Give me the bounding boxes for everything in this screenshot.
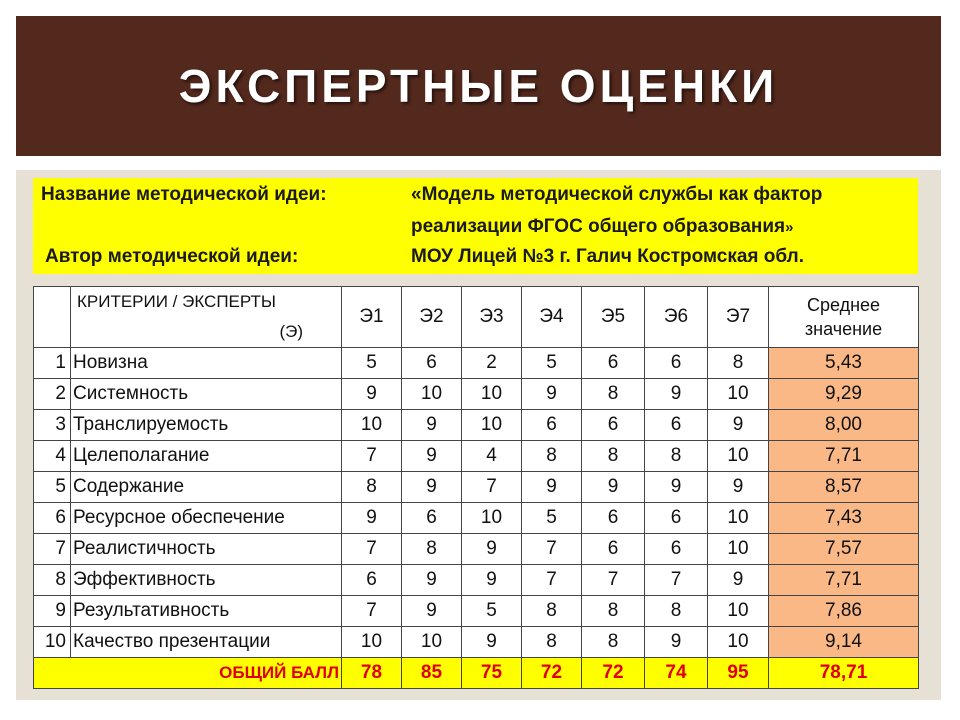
expert-score: 9	[342, 379, 402, 410]
row-number: 5	[34, 472, 71, 503]
expert-scores-table	[33, 286, 919, 689]
avg-header-line1: Среднее	[806, 295, 881, 315]
table-body	[34, 348, 919, 689]
expert-header-2: Э2	[402, 287, 462, 348]
author-value: МОУ Лицей №3 г. Галич Костромская обл.	[411, 246, 805, 267]
row-number: 9	[34, 596, 71, 627]
table-row	[34, 627, 919, 658]
expert-score: 10	[402, 379, 462, 410]
total-label: ОБЩИЙ БАЛЛ	[34, 658, 342, 689]
row-number: 7	[34, 534, 71, 565]
expert-header-6: Э6	[645, 287, 708, 348]
expert-score: 9	[402, 565, 462, 596]
total-score: 72	[522, 658, 582, 689]
idea-value-line2: реализации ФГОС общего образования	[411, 216, 786, 237]
average-value: 8,00	[769, 410, 919, 441]
expert-score: 9	[462, 534, 522, 565]
total-score: 74	[645, 658, 708, 689]
expert-score: 6	[645, 348, 708, 379]
expert-score: 10	[462, 379, 522, 410]
expert-score: 9	[402, 441, 462, 472]
criterion-name: Реалистичность	[71, 534, 342, 565]
criterion-name: Новизна	[71, 348, 342, 379]
expert-score: 9	[462, 565, 522, 596]
expert-score: 8	[708, 348, 769, 379]
table-row	[34, 503, 919, 534]
criterion-name: Ресурсное обеспечение	[71, 503, 342, 534]
expert-score: 5	[522, 348, 582, 379]
expert-score: 10	[342, 410, 402, 441]
criterion-name: Результативность	[71, 596, 342, 627]
total-score: 95	[708, 658, 769, 689]
avg-header	[769, 287, 919, 348]
expert-score: 9	[462, 627, 522, 658]
idea-value-line1: «Модель методической службы как фактор	[411, 184, 823, 205]
average-value: 7,71	[769, 441, 919, 472]
table-row	[34, 348, 919, 379]
expert-score: 10	[342, 627, 402, 658]
criterion-name: Качество презентации	[71, 627, 342, 658]
avg-header-line2: значение	[804, 319, 883, 339]
criterion-name: Системность	[71, 379, 342, 410]
expert-header-5: Э5	[582, 287, 645, 348]
expert-score: 8	[645, 596, 708, 627]
expert-score: 9	[522, 472, 582, 503]
average-value: 9,29	[769, 379, 919, 410]
expert-header-3: Э3	[462, 287, 522, 348]
table-row	[34, 379, 919, 410]
average-value: 5,43	[769, 348, 919, 379]
expert-score: 5	[522, 503, 582, 534]
expert-score: 8	[582, 379, 645, 410]
expert-score: 5	[462, 596, 522, 627]
expert-score: 2	[462, 348, 522, 379]
table-row	[34, 410, 919, 441]
expert-score: 7	[462, 472, 522, 503]
expert-score: 7	[342, 534, 402, 565]
expert-score: 4	[462, 441, 522, 472]
expert-score: 10	[708, 627, 769, 658]
expert-score: 9	[402, 472, 462, 503]
row-number: 3	[34, 410, 71, 441]
expert-score: 8	[402, 534, 462, 565]
total-average: 78,71	[769, 658, 919, 689]
average-value: 7,71	[769, 565, 919, 596]
total-row	[34, 658, 919, 689]
expert-score: 8	[522, 441, 582, 472]
total-score: 85	[402, 658, 462, 689]
expert-score: 10	[462, 503, 522, 534]
expert-score: 10	[708, 503, 769, 534]
expert-score: 10	[462, 410, 522, 441]
expert-score: 9	[708, 410, 769, 441]
expert-score: 9	[582, 472, 645, 503]
expert-score: 9	[645, 379, 708, 410]
expert-score: 7	[522, 534, 582, 565]
criterion-name: Целеполагание	[71, 441, 342, 472]
row-number: 6	[34, 503, 71, 534]
expert-score: 6	[582, 503, 645, 534]
expert-score: 5	[342, 348, 402, 379]
expert-score: 9	[522, 379, 582, 410]
expert-score: 9	[645, 627, 708, 658]
expert-score: 6	[402, 503, 462, 534]
criterion-name: Содержание	[71, 472, 342, 503]
expert-score: 7	[582, 565, 645, 596]
row-number: 10	[34, 627, 71, 658]
expert-score: 8	[522, 627, 582, 658]
average-value: 8,57	[769, 472, 919, 503]
table-row	[34, 441, 919, 472]
expert-score: 6	[522, 410, 582, 441]
expert-score: 9	[645, 472, 708, 503]
table-header-row	[34, 287, 919, 348]
total-score: 78	[342, 658, 402, 689]
expert-score: 6	[645, 410, 708, 441]
expert-score: 9	[402, 410, 462, 441]
title-bar	[16, 16, 941, 156]
expert-score: 7	[522, 565, 582, 596]
table-row	[34, 596, 919, 627]
average-value: 7,86	[769, 596, 919, 627]
expert-score: 9	[708, 565, 769, 596]
criterion-name: Транслируемость	[71, 410, 342, 441]
expert-score: 10	[708, 596, 769, 627]
average-value: 9,14	[769, 627, 919, 658]
expert-score: 10	[708, 534, 769, 565]
expert-score: 8	[342, 472, 402, 503]
expert-score: 8	[522, 596, 582, 627]
total-score: 75	[462, 658, 522, 689]
table-row	[34, 472, 919, 503]
expert-header-4: Э4	[522, 287, 582, 348]
expert-score: 8	[645, 441, 708, 472]
row-number: 1	[34, 348, 71, 379]
average-value: 7,43	[769, 503, 919, 534]
total-score: 72	[582, 658, 645, 689]
table-row	[34, 565, 919, 596]
idea-value-close: »	[785, 219, 794, 236]
expert-score: 7	[342, 441, 402, 472]
expert-score: 6	[645, 534, 708, 565]
expert-score: 7	[342, 596, 402, 627]
num-header	[34, 287, 71, 348]
criteria-header-line1: КРИТЕРИИ / ЭКСПЕРТЫ	[77, 292, 276, 311]
expert-score: 6	[582, 348, 645, 379]
criteria-header-line2: (Э)	[279, 322, 303, 341]
criteria-header	[71, 287, 342, 348]
expert-score: 10	[708, 379, 769, 410]
expert-score: 9	[342, 503, 402, 534]
expert-score: 6	[582, 410, 645, 441]
expert-score: 6	[645, 503, 708, 534]
info-box	[33, 178, 918, 274]
slide-title: ЭКСПЕРТНЫЕ ОЦЕНКИ	[178, 60, 779, 112]
row-number: 8	[34, 565, 71, 596]
idea-value-line2-wrap	[411, 216, 793, 238]
row-number: 2	[34, 379, 71, 410]
expert-score: 8	[582, 596, 645, 627]
expert-score: 6	[402, 348, 462, 379]
expert-score: 6	[342, 565, 402, 596]
expert-score: 6	[582, 534, 645, 565]
expert-score: 9	[708, 472, 769, 503]
expert-score: 10	[708, 441, 769, 472]
table-row	[34, 534, 919, 565]
expert-header-7: Э7	[708, 287, 769, 348]
expert-score: 7	[645, 565, 708, 596]
expert-score: 8	[582, 441, 645, 472]
average-value: 7,57	[769, 534, 919, 565]
row-number: 4	[34, 441, 71, 472]
expert-score: 8	[582, 627, 645, 658]
expert-score: 10	[402, 627, 462, 658]
criterion-name: Эффективность	[71, 565, 342, 596]
author-label: Автор методической идеи:	[45, 246, 299, 267]
expert-header-1: Э1	[342, 287, 402, 348]
idea-label: Название методической идеи:	[41, 184, 327, 205]
expert-score: 9	[402, 596, 462, 627]
